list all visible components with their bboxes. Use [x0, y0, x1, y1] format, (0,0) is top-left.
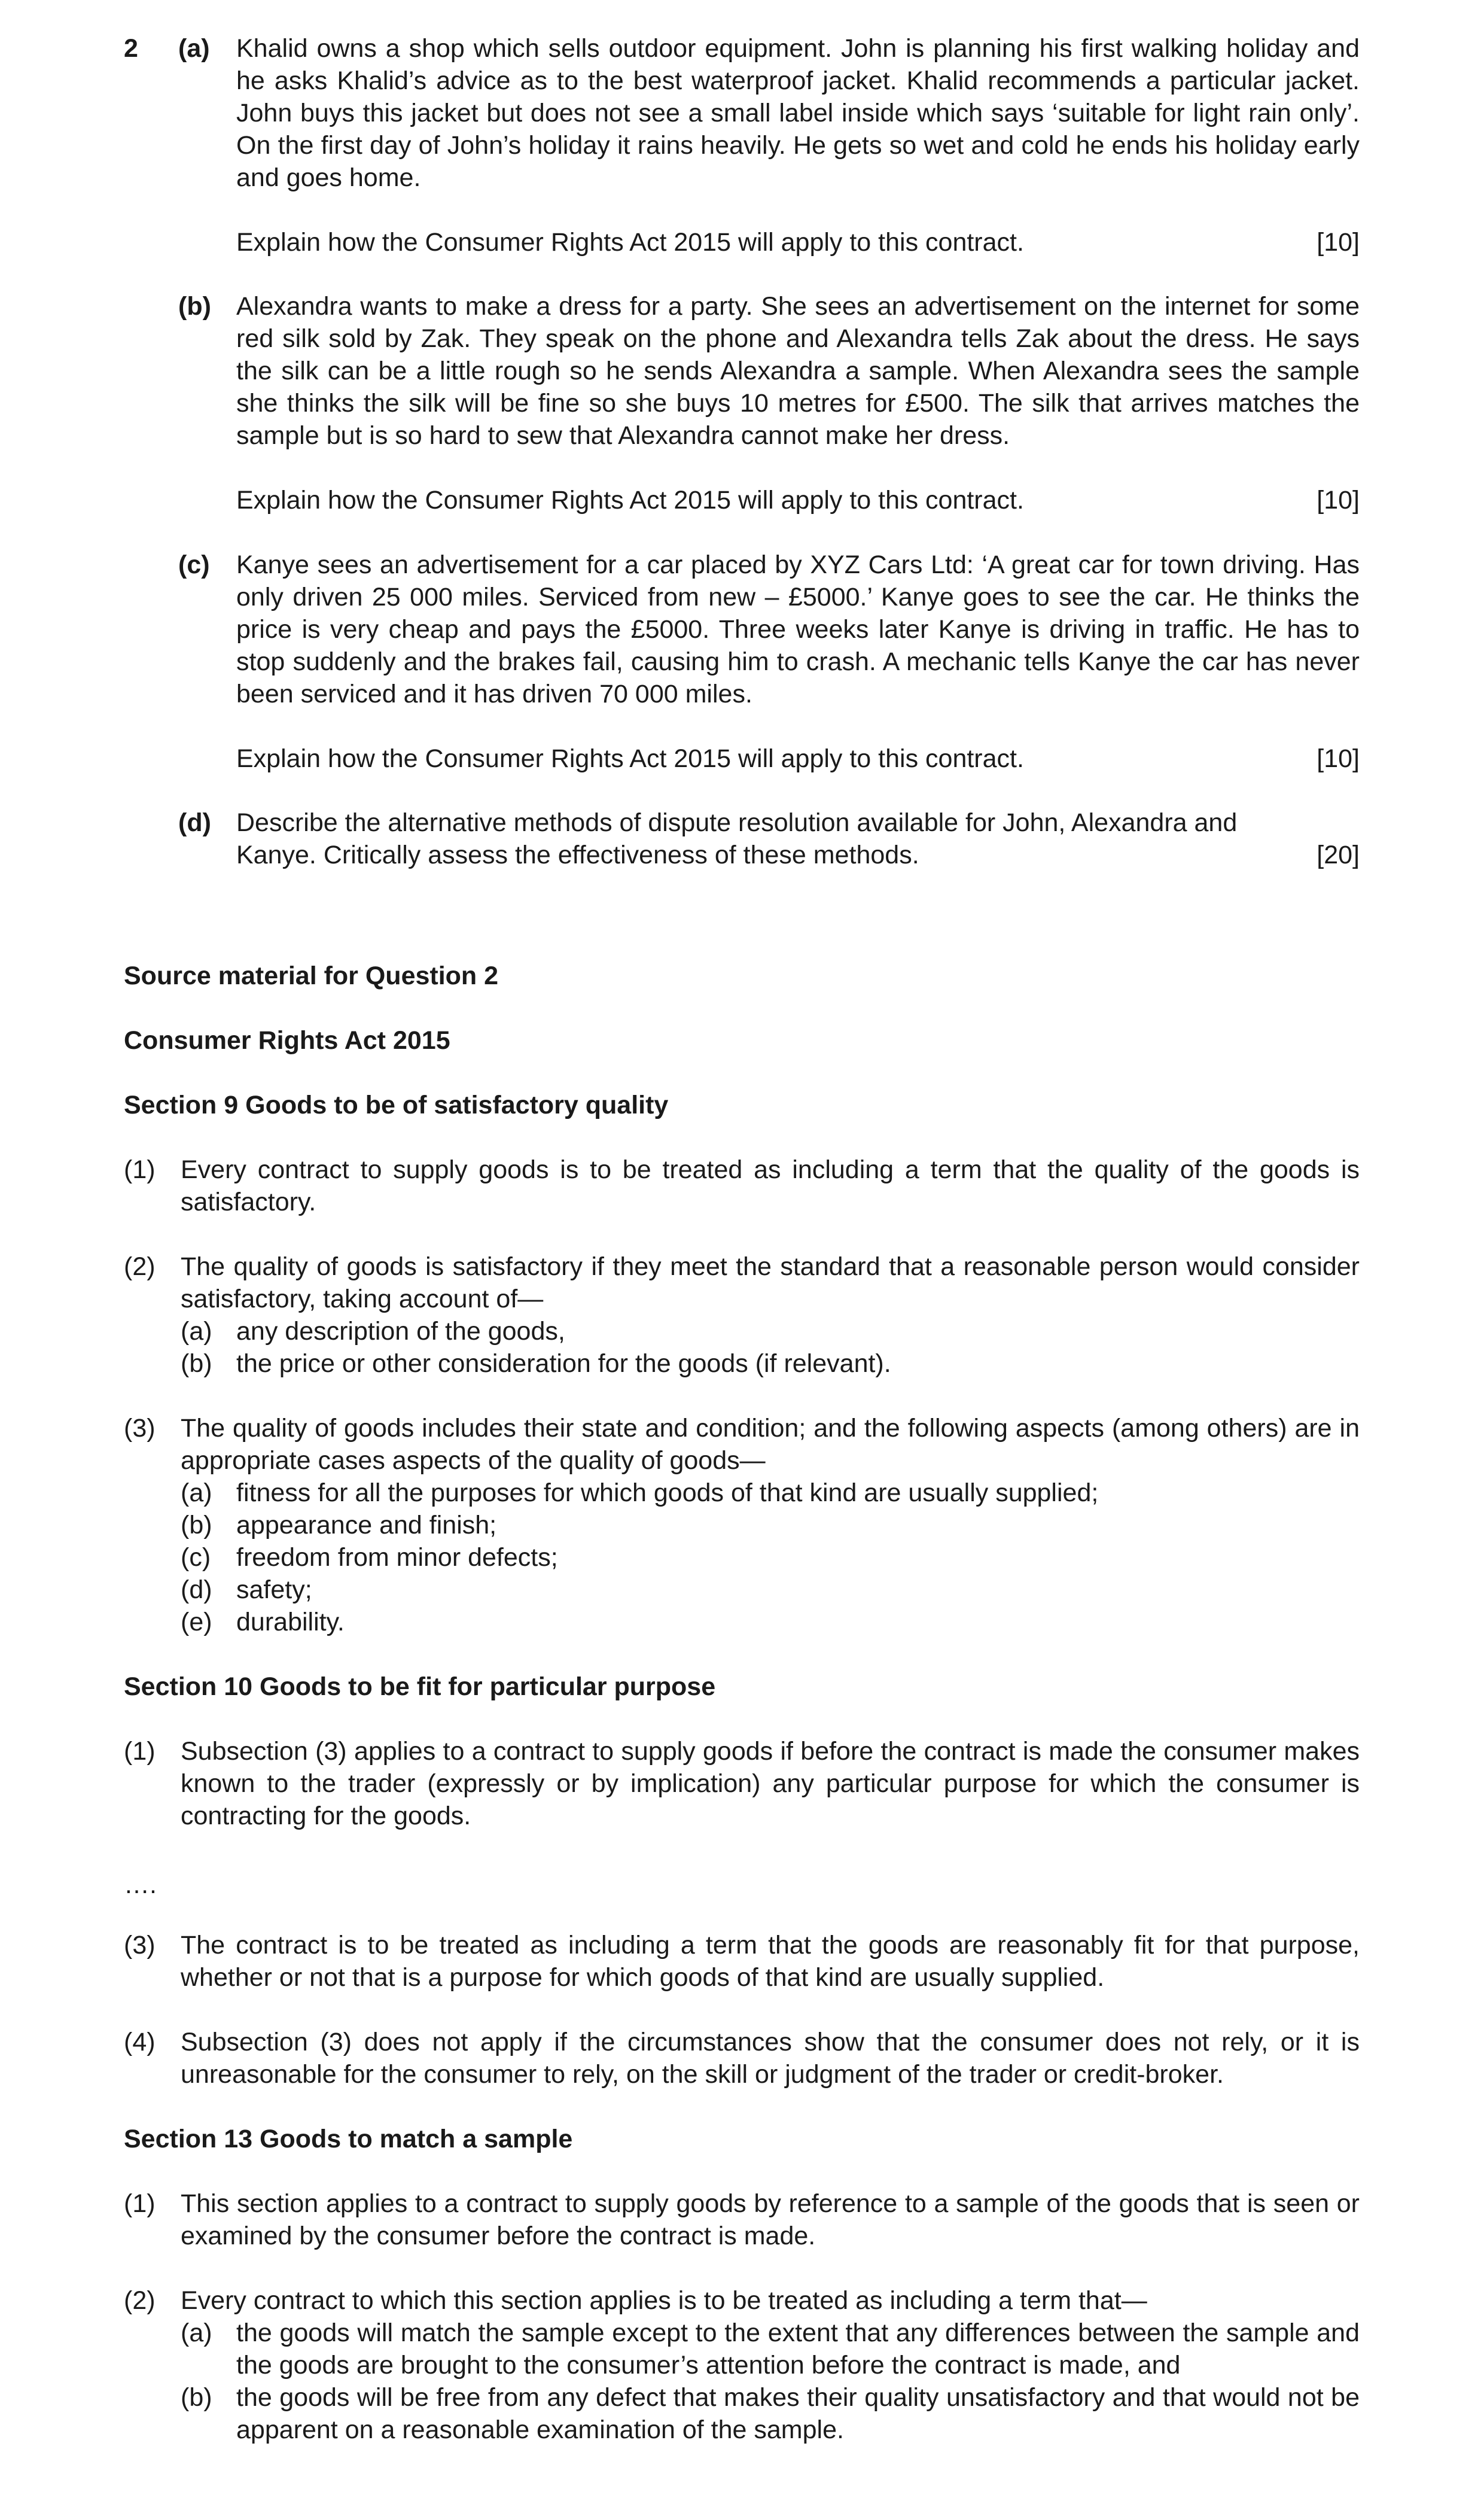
part-label: (d) [178, 808, 211, 837]
list-item [181, 1509, 1360, 1541]
item-label: (d) [181, 1575, 212, 1604]
subsection-number: (3) [124, 1414, 156, 1443]
part-text-last-line [236, 839, 1360, 871]
prompt-text: Explain how the Consumer Rights Act 2015 will apply to this contract. [236, 228, 1024, 257]
subsection-number: (1) [124, 1155, 156, 1184]
item-label: (b) [181, 1349, 212, 1378]
list-item [181, 2317, 1360, 2381]
item-label: (a) [181, 1317, 212, 1346]
s10-subsection-3 [124, 1929, 1360, 1994]
item-text: fitness for all the purposes for which goods of that kind are usually supplied; [236, 1478, 1099, 1507]
subsection-number: (1) [124, 1737, 156, 1766]
item-label: (c) [181, 1543, 211, 1572]
item-text: the price or other consideration for the goods (if relevant). [236, 1349, 891, 1378]
subsection-number: (4) [124, 2028, 156, 2056]
subsection-number: (3) [124, 1931, 156, 1960]
item-label: (b) [181, 1511, 212, 1539]
section-13-heading: Section 13 Goods to match a sample [124, 2125, 573, 2153]
part-label: (a) [178, 34, 210, 63]
question-part-c [178, 549, 1360, 775]
list-item [181, 1574, 1360, 1606]
item-text: any description of the goods, [236, 1317, 565, 1346]
section-9-heading: Section 9 Goods to be of satisfactory quality [124, 1091, 669, 1119]
explain-prompt [236, 226, 1360, 258]
mark-allocation: [10] [1317, 744, 1360, 773]
part-text: Alexandra wants to make a dress for a party. She sees an advertisement on the internet for some red silk sold by Zak. They speak on the phone and Alexandra tells Zak about the dress. He says the silk can be a little rough so he sends Alexandra a sample. When Alexandra sees the sample she thinks the silk will be fine so she buys 10 metres for £500. The silk that arrives matches the sample but is so hard to sew that Alexandra cannot make her dress. [236, 292, 1360, 450]
part-text: Kanye. Critically assess the effectiveness of these methods. [236, 841, 919, 869]
act-title: Consumer Rights Act 2015 [124, 1026, 450, 1055]
item-label: (e) [181, 1608, 212, 1636]
subsection-number: (1) [124, 2189, 156, 2218]
source-title: Source material for Question 2 [124, 962, 499, 990]
item-text: the goods will be free from any defect that makes their quality unsatisfactory and that would not be apparent on a reasonable examination of the sample. [236, 2383, 1360, 2444]
explain-prompt [236, 743, 1360, 775]
explain-prompt [236, 484, 1360, 516]
s13-subsection-1 [124, 2187, 1360, 2252]
item-text: safety; [236, 1575, 312, 1604]
mark-allocation: [20] [1317, 841, 1360, 869]
list-item [181, 2381, 1360, 2446]
subsection-text: Every contract to supply goods is to be treated as including a term that the quality of the goods is satisfactory. [181, 1155, 1360, 1216]
s9-subsection-2 [124, 1251, 1360, 1380]
omission-ellipsis: …. [124, 1870, 157, 1899]
prompt-text: Explain how the Consumer Rights Act 2015 will apply to this contract. [236, 486, 1024, 515]
subsection-text: Subsection (3) applies to a contract to supply goods if before the contract is made the consumer makes known to the trader (expressly or by implication) any particular purpose for which the consumer is contracting for the goods. [181, 1737, 1360, 1830]
list-item [181, 1541, 1360, 1574]
s9-subsection-1 [124, 1154, 1360, 1218]
list-item [181, 1606, 1360, 1638]
part-label: (b) [178, 292, 211, 321]
subsection-text: Subsection (3) does not apply if the circumstances show that the consumer does not rely, or it is unreasonable for the consumer to rely, on the skill or judgment of the trader or credit-broker. [181, 2028, 1360, 2089]
question-part-a [178, 32, 1360, 258]
item-text: the goods will match the sample except to the extent that any differences between the sample and the goods are brought to the consumer’s attention before the contract is made, and [236, 2319, 1360, 2380]
item-label: (a) [181, 1478, 212, 1507]
question-part-d [178, 807, 1360, 871]
subsection-number: (2) [124, 2286, 156, 2315]
mark-allocation: [10] [1317, 486, 1360, 515]
s10-subsection-4 [124, 2026, 1360, 2091]
subsection-text: Every contract to which this section applies is to be treated as including a term that— [181, 2286, 1147, 2315]
part-text-line: Describe the alternative methods of dispute resolution available for John, Alexandra and [236, 808, 1238, 837]
part-label: (c) [178, 550, 210, 579]
subsection-text: This section applies to a contract to supply goods by reference to a sample of the goods that is seen or examined by the consumer before the contract is made. [181, 2189, 1360, 2250]
mark-allocation: [10] [1317, 228, 1360, 257]
part-text: Kanye sees an advertisement for a car placed by XYZ Cars Ltd: ‘A great car for town driving. Has only driven 25 000 miles. Serviced from new – £5000.’ Kanye goes to see the car. He thinks the price is very cheap and pays the £5000. Three weeks later Kanye is driving in traffic. He has to stop suddenly and the brakes fail, causing him to crash. A mechanic tells Kanye the car has never been serviced and it has driven 70 000 miles. [236, 550, 1360, 708]
item-label: (b) [181, 2383, 212, 2412]
s9-subsection-3 [124, 1412, 1360, 1638]
s13-subsection-2 [124, 2284, 1360, 2446]
item-text: durability. [236, 1608, 345, 1636]
subsection-number: (2) [124, 1252, 156, 1281]
list-item [181, 1477, 1360, 1509]
prompt-text: Explain how the Consumer Rights Act 2015 will apply to this contract. [236, 744, 1024, 773]
item-label: (a) [181, 2319, 212, 2347]
list-item [181, 1315, 1360, 1347]
list-item [181, 1347, 1360, 1380]
subsection-text: The quality of goods is satisfactory if they meet the standard that a reasonable person would consider satisfactory, taking account of— [181, 1252, 1360, 1313]
question-part-b [178, 290, 1360, 516]
subsection-text: The quality of goods includes their state and condition; and the following aspects (among others) are in appropriate cases aspects of the quality of goods— [181, 1414, 1360, 1475]
s10-subsection-1 [124, 1735, 1360, 1832]
subsection-text: The contract is to be treated as including a term that the goods are reasonably fit for that purpose, whether or not that is a purpose for which goods of that kind are usually supplied. [181, 1931, 1360, 1992]
part-text: Khalid owns a shop which sells outdoor equipment. John is planning his first walking holiday and he asks Khalid’s advice as to the best waterproof jacket. Khalid recommends a particular jacket. John buys this jacket but does not see a small label inside which says ‘suitable for light rain only’. On the first day of John’s holiday it rains heavily. He gets so wet and cold he ends his holiday early and goes home. [236, 34, 1360, 192]
section-10-heading: Section 10 Goods to be fit for particular purpose [124, 1672, 716, 1701]
item-text: freedom from minor defects; [236, 1543, 558, 1572]
item-text: appearance and finish; [236, 1511, 497, 1539]
question-number: 2 [124, 34, 138, 63]
